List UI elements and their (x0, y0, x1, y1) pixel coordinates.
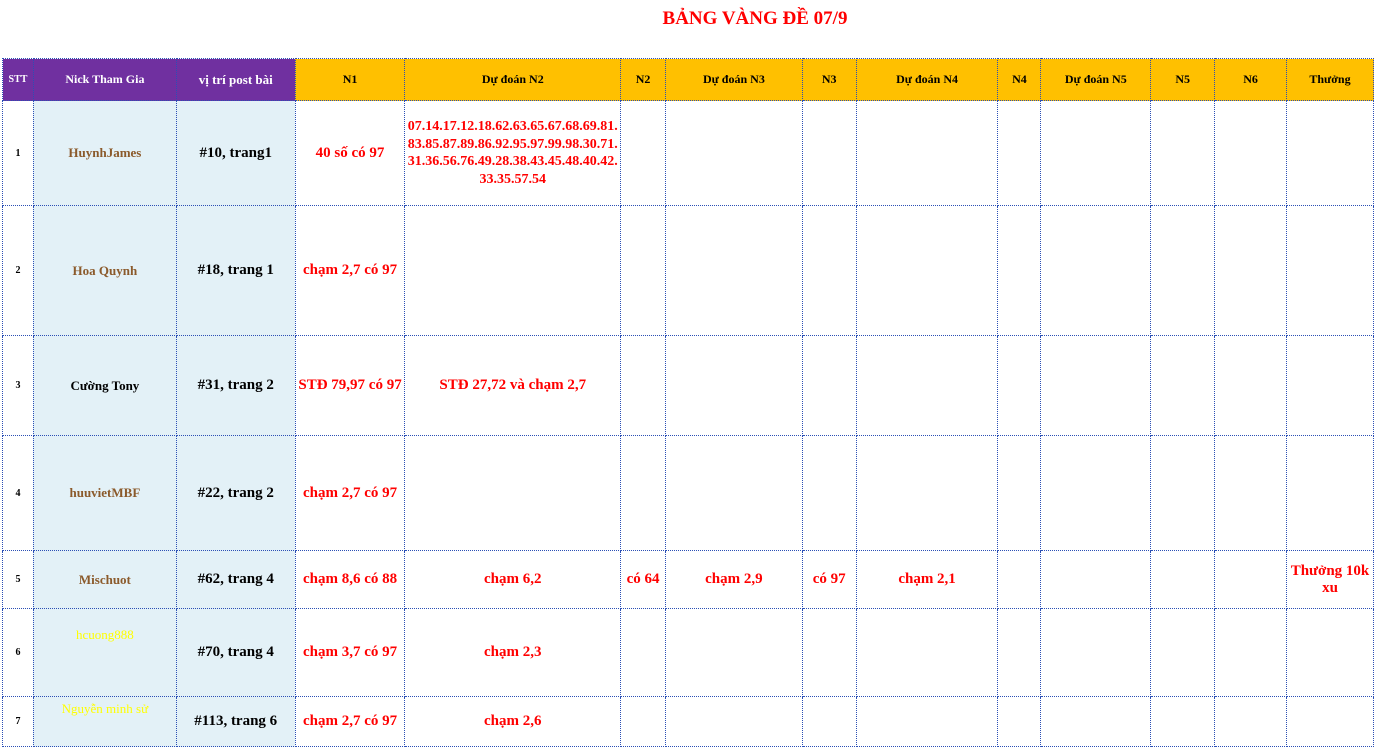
row-nick: hcuong888 (33, 609, 176, 697)
page-title: BẢNG VÀNG ĐỀ 07/9 (662, 8, 848, 29)
row-position: #113, trang 6 (176, 697, 295, 747)
row-n6 (1215, 206, 1287, 336)
row-prediction-n4 (856, 609, 998, 697)
row-nick: Nguyễn minh sử (33, 697, 176, 747)
header-n5: N5 (1151, 59, 1215, 101)
row-prediction-n4 (856, 101, 998, 206)
row-n6 (1215, 609, 1287, 697)
row-n4 (998, 101, 1041, 206)
row-n3: có 97 (802, 551, 856, 609)
row-n5 (1151, 551, 1215, 609)
row-reward (1286, 609, 1373, 697)
row-stt: 5 (3, 551, 34, 609)
row-reward (1286, 697, 1373, 747)
row-prediction-n4 (856, 206, 998, 336)
row-prediction-n2: chạm 2,3 (405, 609, 621, 697)
row-n1: chạm 8,6 có 88 (295, 551, 405, 609)
header-prediction-n4: Dự đoán N4 (856, 59, 998, 101)
header-n1: N1 (295, 59, 405, 101)
row-n3 (802, 609, 856, 697)
row-position: #62, trang 4 (176, 551, 295, 609)
row-stt: 6 (3, 609, 34, 697)
row-prediction-n3 (666, 206, 803, 336)
row-n1: chạm 2,7 có 97 (295, 436, 405, 551)
row-prediction-n3 (666, 697, 803, 747)
row-n4 (998, 609, 1041, 697)
table-row (3, 206, 1374, 336)
row-position: #10, trang1 (176, 101, 295, 206)
header-position: vị trí post bài (176, 59, 295, 101)
row-prediction-n2: 07.14.17.12.18.62.63.65.67.68.69.81.83.85.87.89.86.92.95.97.99.98.30.71.31.36.56.76.49.28.38.43.45.48.40.42.33.35.57.54 (405, 101, 621, 206)
row-reward (1286, 101, 1373, 206)
row-reward (1286, 206, 1373, 336)
row-prediction-n3 (666, 436, 803, 551)
row-n4 (998, 551, 1041, 609)
row-nick: huuvietMBF (33, 436, 176, 551)
row-prediction-n4 (856, 697, 998, 747)
row-n1: chạm 2,7 có 97 (295, 206, 405, 336)
row-n2 (621, 101, 666, 206)
header-prediction-n3: Dự đoán N3 (666, 59, 803, 101)
row-n1: 40 số có 97 (295, 101, 405, 206)
row-n3 (802, 697, 856, 747)
row-n4 (998, 336, 1041, 436)
table-row (3, 697, 1374, 747)
row-n2 (621, 436, 666, 551)
header-n6: N6 (1215, 59, 1287, 101)
row-reward (1286, 436, 1373, 551)
header-n4: N4 (998, 59, 1041, 101)
row-n1: chạm 2,7 có 97 (295, 697, 405, 747)
header-stt: STT (3, 59, 34, 101)
row-prediction-n2 (405, 206, 621, 336)
header-n2: N2 (621, 59, 666, 101)
row-prediction-n2: chạm 2,6 (405, 697, 621, 747)
row-reward: Thưởng 10k xu (1286, 551, 1373, 609)
table-row (3, 101, 1374, 206)
table-row (3, 609, 1374, 697)
row-position: #22, trang 2 (176, 436, 295, 551)
row-n2 (621, 336, 666, 436)
row-n2: có 64 (621, 551, 666, 609)
row-n5 (1151, 436, 1215, 551)
row-n5 (1151, 609, 1215, 697)
table-row (3, 551, 1374, 609)
row-nick: Cường Tony (33, 336, 176, 436)
row-nick: Mischuot (33, 551, 176, 609)
row-prediction-n5 (1041, 697, 1151, 747)
row-n2 (621, 609, 666, 697)
row-position: #18, trang 1 (176, 206, 295, 336)
row-prediction-n5 (1041, 336, 1151, 436)
row-n3 (802, 206, 856, 336)
row-stt: 2 (3, 206, 34, 336)
row-prediction-n5 (1041, 101, 1151, 206)
row-n6 (1215, 551, 1287, 609)
row-prediction-n5 (1041, 609, 1151, 697)
row-prediction-n4 (856, 336, 998, 436)
row-n6 (1215, 697, 1287, 747)
row-n3 (802, 436, 856, 551)
row-n5 (1151, 101, 1215, 206)
row-prediction-n4: chạm 2,1 (856, 551, 998, 609)
row-n1: chạm 3,7 có 97 (295, 609, 405, 697)
row-n5 (1151, 697, 1215, 747)
row-nick: Hoa Quynh (33, 206, 176, 336)
table-row (3, 336, 1374, 436)
row-n6 (1215, 336, 1287, 436)
row-prediction-n3 (666, 609, 803, 697)
row-prediction-n2: chạm 6,2 (405, 551, 621, 609)
row-n4 (998, 697, 1041, 747)
row-n3 (802, 101, 856, 206)
golden-board-table (2, 58, 1374, 747)
row-prediction-n5 (1041, 436, 1151, 551)
header-row (3, 59, 1374, 101)
row-position: #70, trang 4 (176, 609, 295, 697)
header-prediction-n2: Dự đoán N2 (405, 59, 621, 101)
row-n6 (1215, 436, 1287, 551)
row-n4 (998, 206, 1041, 336)
row-n4 (998, 436, 1041, 551)
row-stt: 7 (3, 697, 34, 747)
row-position: #31, trang 2 (176, 336, 295, 436)
row-n6 (1215, 101, 1287, 206)
header-nick: Nick Tham Gia (33, 59, 176, 101)
row-prediction-n2: STĐ 27,72 và chạm 2,7 (405, 336, 621, 436)
row-stt: 3 (3, 336, 34, 436)
row-prediction-n3: chạm 2,9 (666, 551, 803, 609)
header-prediction-n5: Dự đoán N5 (1041, 59, 1151, 101)
row-prediction-n2 (405, 436, 621, 551)
row-prediction-n5 (1041, 551, 1151, 609)
row-prediction-n3 (666, 101, 803, 206)
row-prediction-n4 (856, 436, 998, 551)
row-nick: HuynhJames (33, 101, 176, 206)
header-reward: Thưởng (1286, 59, 1373, 101)
row-n3 (802, 336, 856, 436)
row-stt: 1 (3, 101, 34, 206)
row-n2 (621, 206, 666, 336)
row-n5 (1151, 336, 1215, 436)
row-prediction-n3 (666, 336, 803, 436)
row-prediction-n5 (1041, 206, 1151, 336)
row-reward (1286, 336, 1373, 436)
row-stt: 4 (3, 436, 34, 551)
row-n5 (1151, 206, 1215, 336)
row-n1: STĐ 79,97 có 97 (295, 336, 405, 436)
table-row (3, 436, 1374, 551)
row-n2 (621, 697, 666, 747)
header-n3: N3 (802, 59, 856, 101)
